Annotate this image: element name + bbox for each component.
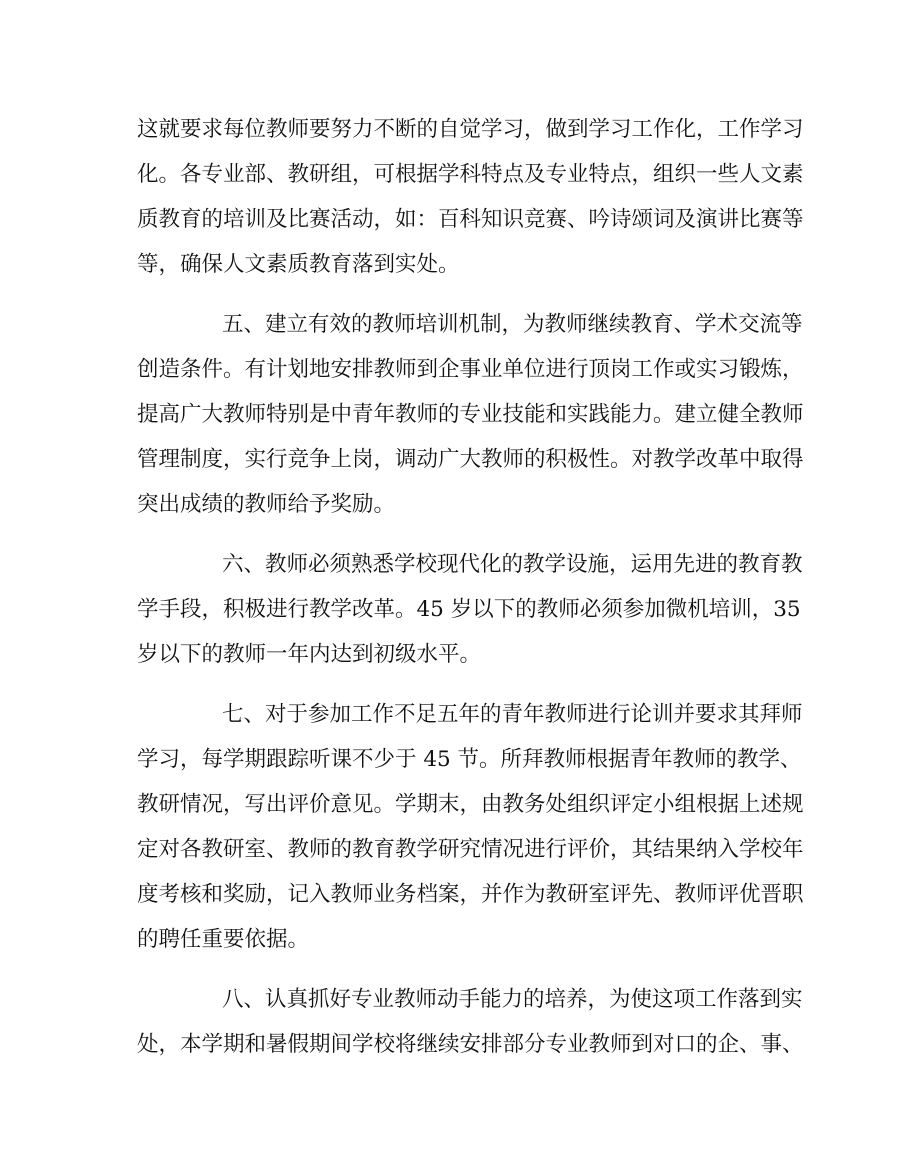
text-line: 管理制度，实行竞争上岗，调动广大教师的积极性。对教学改革中取得 (137, 447, 804, 472)
text-line: 等，确保人文素质教育落到实处。 (137, 252, 460, 277)
text-line: 学习，每学期跟踪听课不少于 45 节。所拜教师根据青年教师的教学、 (137, 747, 802, 772)
text-line: 处，本学期和暑假期间学校将继续安排部分专业教师到对口的企、事、 (137, 1032, 804, 1057)
text-line: 岁以下的教师一年内达到初级水平。 (137, 642, 482, 667)
text-line: 学手段，积极进行教学改革。45 岁以下的教师必须参加微机培训，35 (137, 597, 801, 622)
text-line: 的聘任重要依据。 (137, 927, 310, 952)
text-line: 教研情况，写出评价意见。学期末，由教务处组织评定小组根据上述规 (137, 792, 804, 817)
text-line: 突出成绩的教师给予奖励。 (137, 492, 396, 517)
text-line: 定对各教研室、教师的教育教学研究情况进行评价，其结果纳入学校年 (137, 837, 804, 862)
paragraph-first-line: 八、认真抓好专业教师动手能力的培养，为使这项工作落到实 (222, 987, 803, 1012)
text-line: 创造条件。有计划地安排教师到企事业单位进行顶岗工作或实习锻炼， (137, 357, 804, 382)
text-line: 化。各专业部、教研组，可根据学科特点及专业特点，组织一些人文素 (137, 162, 804, 187)
paragraph-first-line: 六、教师必须熟悉学校现代化的教学设施，运用先进的教育教 (222, 552, 803, 577)
paragraph-first-line: 七、对于参加工作不足五年的青年教师进行论训并要求其拜师 (222, 702, 803, 727)
text-line: 这就要求每位教师要努力不断的自觉学习，做到学习工作化，工作学习 (137, 117, 804, 142)
paragraph-first-line: 五、建立有效的教师培训机制，为教师继续教育、学术交流等 (222, 312, 803, 337)
text-line: 度考核和奖励，记入教师业务档案，并作为教研室评先、教师评优晋职 (137, 882, 804, 907)
text-line: 质教育的培训及比赛活动，如：百科知识竞赛、吟诗颂词及演讲比赛等 (137, 207, 804, 232)
text-line: 提高广大教师特别是中青年教师的专业技能和实践能力。建立健全教师 (137, 402, 804, 427)
